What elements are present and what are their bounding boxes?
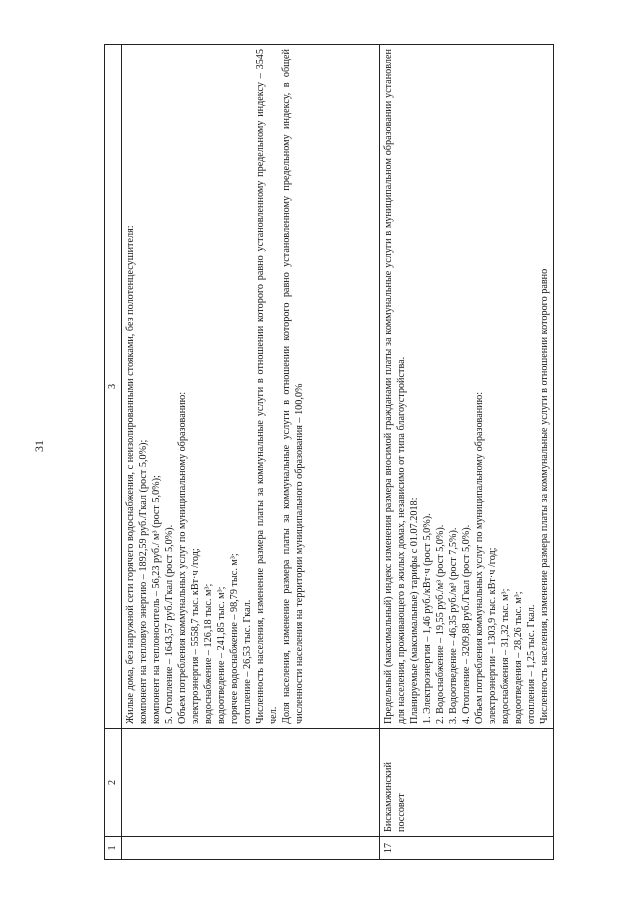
row16-line: 5. Отопление – 1643,57 руб./Гкал (рост 5,0%). (164, 524, 175, 724)
row16-para3: Доля населения, изменение размера платы за коммунальные услуги в отношении которого равно установленному предельному индексу, в общей численности населения на территории муниципального образования – 100,0% (281, 49, 305, 724)
row16-line: компонент на тепловую энергию – 1892,59 руб./Гкал (рост 5,0%); (138, 439, 149, 724)
row16-line: Объем потребления коммунальных услуг по муниципальному образованию: (177, 391, 188, 724)
row16-line: отопление – 26,53 тыс. Гкал. (242, 599, 253, 724)
row17-para2: Численность населения, изменение размера платы за коммунальные услуги в отношении которого равно (539, 268, 550, 724)
row17-name: Бискамжинский поссовет (380, 729, 554, 837)
row16-name (122, 729, 380, 837)
row17-line: Планируемые (максимальные) тарифы с 01.07.2018: (409, 497, 420, 724)
row16-line: электроэнергия – 5558,7 тыс. кВт·ч /год; (190, 548, 201, 724)
row17-line: отопления – 1,25 тыс. Гкал. (526, 604, 537, 724)
row16-line: горячее водоснабжение – 98,79 тыс. м³; (229, 553, 240, 724)
row17-line: Объем потребления коммунальных услуг по муниципальному образованию: (474, 391, 485, 724)
page-number: 31 (32, 440, 46, 452)
rotated-table-wrapper (104, 45, 582, 860)
row17-line: 4. Отопление – 3209,88 руб./Гкал (рост 5,0%). (461, 524, 472, 724)
table-row-17 (380, 45, 554, 860)
table-header-row (105, 45, 122, 860)
row16-line: водоотведение – 241,85 тыс. м³; (216, 586, 227, 724)
row16-para1: Жилые дома, без наружной сети горячего водоснабжения, с неизолированными стояками, без полотенцесушителя: (125, 225, 136, 724)
header-col-3: 3 (105, 45, 122, 729)
row16-number (122, 837, 380, 860)
row17-content (380, 45, 554, 729)
row17-para1: Предельный (максимальный) индекс изменения размера вносимой гражданами платы за коммунальные услуги в муниципальном образовании установлен для населения, проживающего в жилых домах, независимо от типа благоустройства. (383, 49, 407, 724)
row17-line: электроэнергии – 1303,9 тыс. кВт·ч /год; (487, 547, 498, 724)
row16-line: компонент на теплоноситель – 56,23 руб./ м³ (рост 5,0%); (151, 475, 162, 724)
header-col-1: 1 (105, 837, 122, 860)
row17-line: водоснабжения – 31,32 тыс. м³; (500, 588, 511, 724)
row17-line: 1. Электроэнергия – 1,46 руб./кВт·ч (рост 5,0%). (422, 513, 433, 724)
row17-line: водоотведения – 28,26 тыс. м³; (513, 591, 524, 724)
header-col-2: 2 (105, 729, 122, 837)
tariff-table (104, 44, 554, 860)
row16-line: водоснабжение – 126,18 тыс. м³; (203, 583, 214, 724)
row16-para2: Численность населения, изменение размера платы за коммунальные услуги в отношении которого равно установленному предельному индексу – 3545 чел. (255, 49, 279, 724)
row17-number: 17 (380, 837, 554, 860)
row16-content (122, 45, 380, 729)
row17-line: 2. Водоснабжение – 19,55 руб./м³ (рост 5,0%). (435, 524, 446, 724)
table-row-16 (122, 45, 380, 860)
row17-line: 3. Водоотведение – 46,35 руб./м³ (рост 7,5%). (448, 527, 459, 724)
